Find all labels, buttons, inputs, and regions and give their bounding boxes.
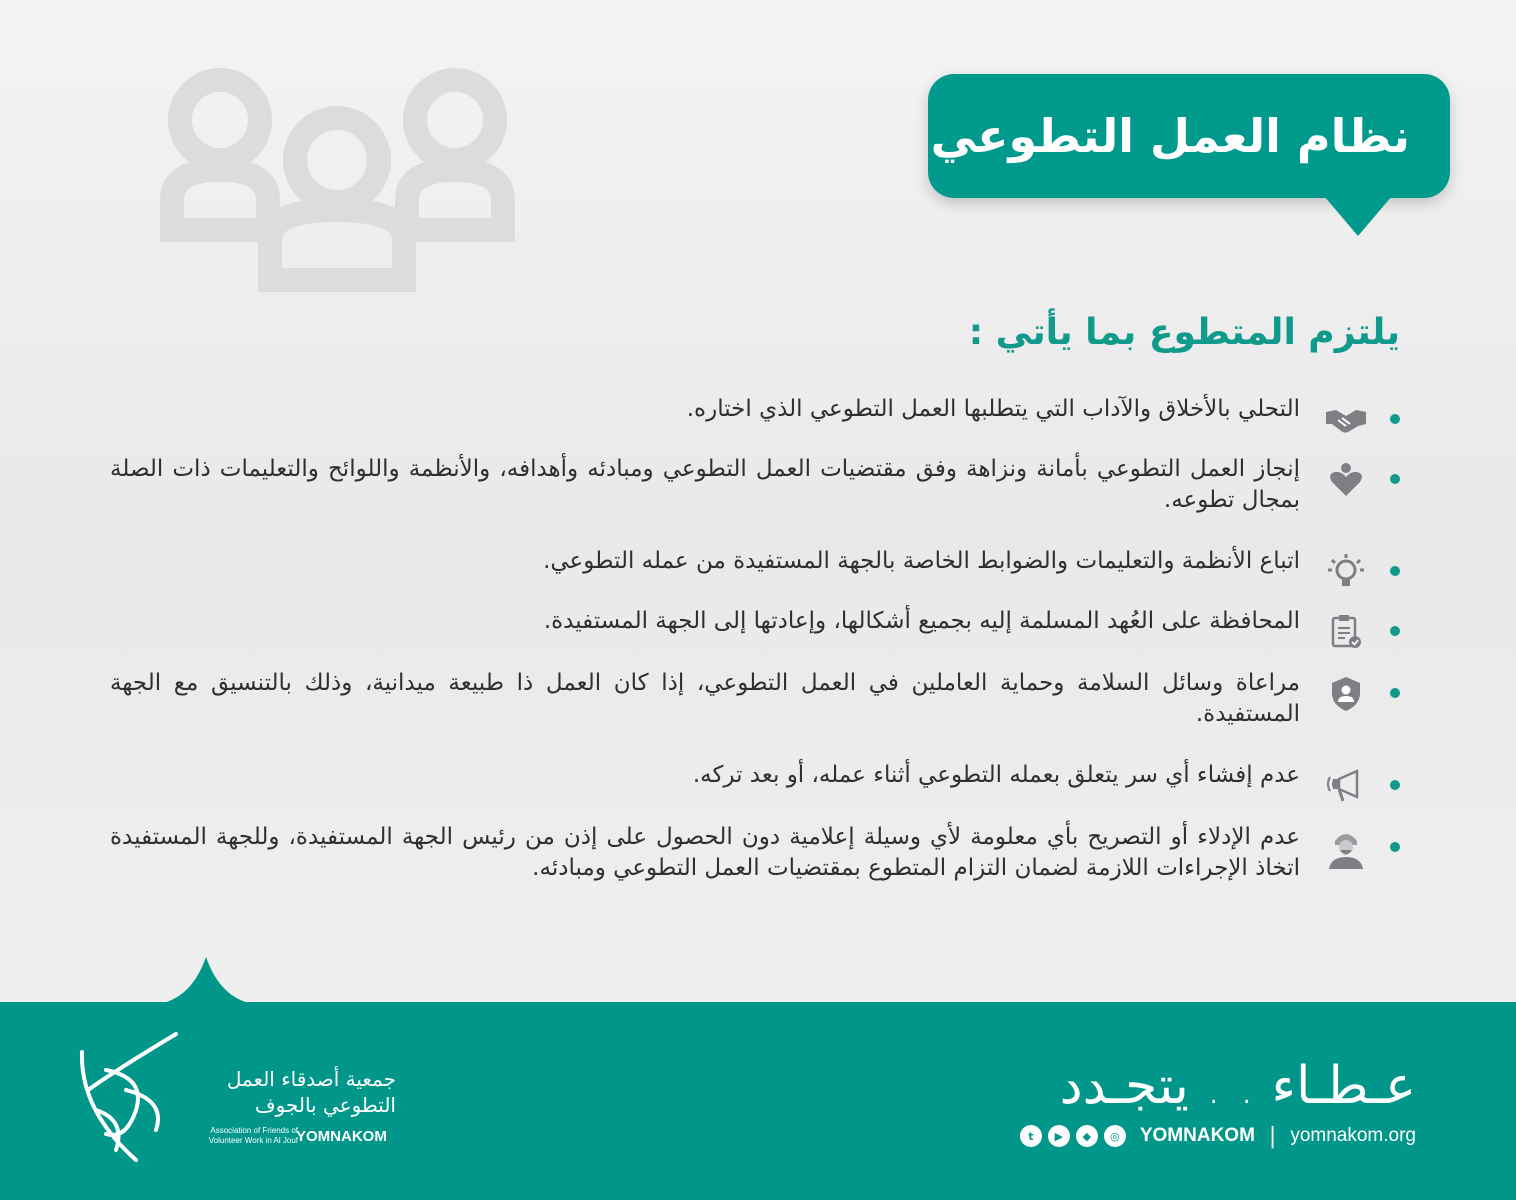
item-text: مراعاة وسائل السلامة وحماية العاملين في العمل التطوعي، إذا كان العمل ذا طبيعة ميدانية، وذلك بالتنسيق مع الجهة المستفيدة. <box>110 670 1300 727</box>
footer-peak-decoration <box>150 955 262 1005</box>
list-item <box>0 668 1516 748</box>
item-text: عدم إفشاء أي سر يتعلق بعمله التطوعي أثناء عمله، أو بعد تركه. <box>692 762 1300 788</box>
organization-name-english-line2: Volunteer Work in Al Jouf <box>208 1136 298 1145</box>
snapchat-icon[interactable]: ◆ <box>1076 1125 1098 1147</box>
item-text: عدم الإدلاء أو التصريح بأي معلومة لأي وسيلة إعلامية دون الحصول على إذن من رئيس الجهة المستفيدة، وللجهة المستفيدة اتخاذ الإجراءات اللازمة لضمان التزام المتطوع بمقتضيات العمل التطوعي ومبادئه. <box>110 824 1300 881</box>
shield-person-icon <box>1324 674 1368 714</box>
bullet-dot <box>1390 414 1400 424</box>
item-text: إنجاز العمل التطوعي بأمانة ونزاهة وفق مقتضيات العمل التطوعي ومبادئه وأهدافه، والأنظمة واللوائح والتعليمات ذات الصلة بمجال تطوعه. <box>110 456 1300 513</box>
organization-name <box>186 1066 396 1118</box>
heart-person-icon <box>1324 460 1368 500</box>
item-text: اتباع الأنظمة والتعليمات والضوابط الخاصة بالجهة المستفيدة من عمله التطوعي. <box>543 548 1300 574</box>
list-item <box>0 822 1516 902</box>
lightbulb-icon <box>1324 552 1368 592</box>
handshake-icon <box>1324 400 1368 440</box>
twitter-icon[interactable]: t <box>1020 1125 1042 1147</box>
title-badge-tail <box>1324 196 1392 236</box>
title-badge <box>928 74 1450 198</box>
bullet-dot <box>1390 688 1400 698</box>
bullet-dot <box>1390 842 1400 852</box>
clipboard-check-icon <box>1324 612 1368 652</box>
section-subtitle: يلتزم المتطوع بما يأتي : <box>968 312 1400 353</box>
social-row <box>1020 1124 1416 1148</box>
youtube-icon[interactable]: ▶ <box>1048 1125 1070 1147</box>
page-title: نظام العمل التطوعي <box>930 109 1410 163</box>
organization-name-line1: جمعية أصدقاء العمل <box>226 1067 396 1091</box>
slogan: عـطـاء . . يتجـدد <box>1059 1056 1416 1116</box>
bullet-dot <box>1390 566 1400 576</box>
bullet-dot <box>1390 474 1400 484</box>
organization-name-english-line1: Association of Friends of <box>210 1126 298 1135</box>
instagram-icon[interactable]: ◎ <box>1104 1125 1126 1147</box>
megaphone-icon <box>1324 766 1368 806</box>
item-text: المحافظة على العُهد المسلمة إليه بجميع أشكالها، وإعادتها إلى الجهة المستفيدة. <box>543 608 1300 634</box>
organization-brand: YOMNAKOM <box>296 1128 387 1145</box>
people-group-icon <box>150 60 550 300</box>
separator: | <box>1268 1123 1277 1149</box>
organization-logo-icon <box>76 1030 186 1170</box>
bullet-dot <box>1390 780 1400 790</box>
man-avatar-icon <box>1324 828 1368 868</box>
item-text: التحلي بالأخلاق والآداب التي يتطلبها العمل التطوعي الذي اختاره. <box>686 396 1300 422</box>
social-handle: YOMNAKOM <box>1139 1125 1255 1146</box>
organization-name-english <box>188 1126 298 1146</box>
website-link[interactable]: yomnakom.org <box>1290 1125 1416 1146</box>
bullet-dot <box>1390 626 1400 636</box>
organization-name-line2: التطوعي بالجوف <box>254 1093 396 1117</box>
list-item <box>0 454 1516 534</box>
